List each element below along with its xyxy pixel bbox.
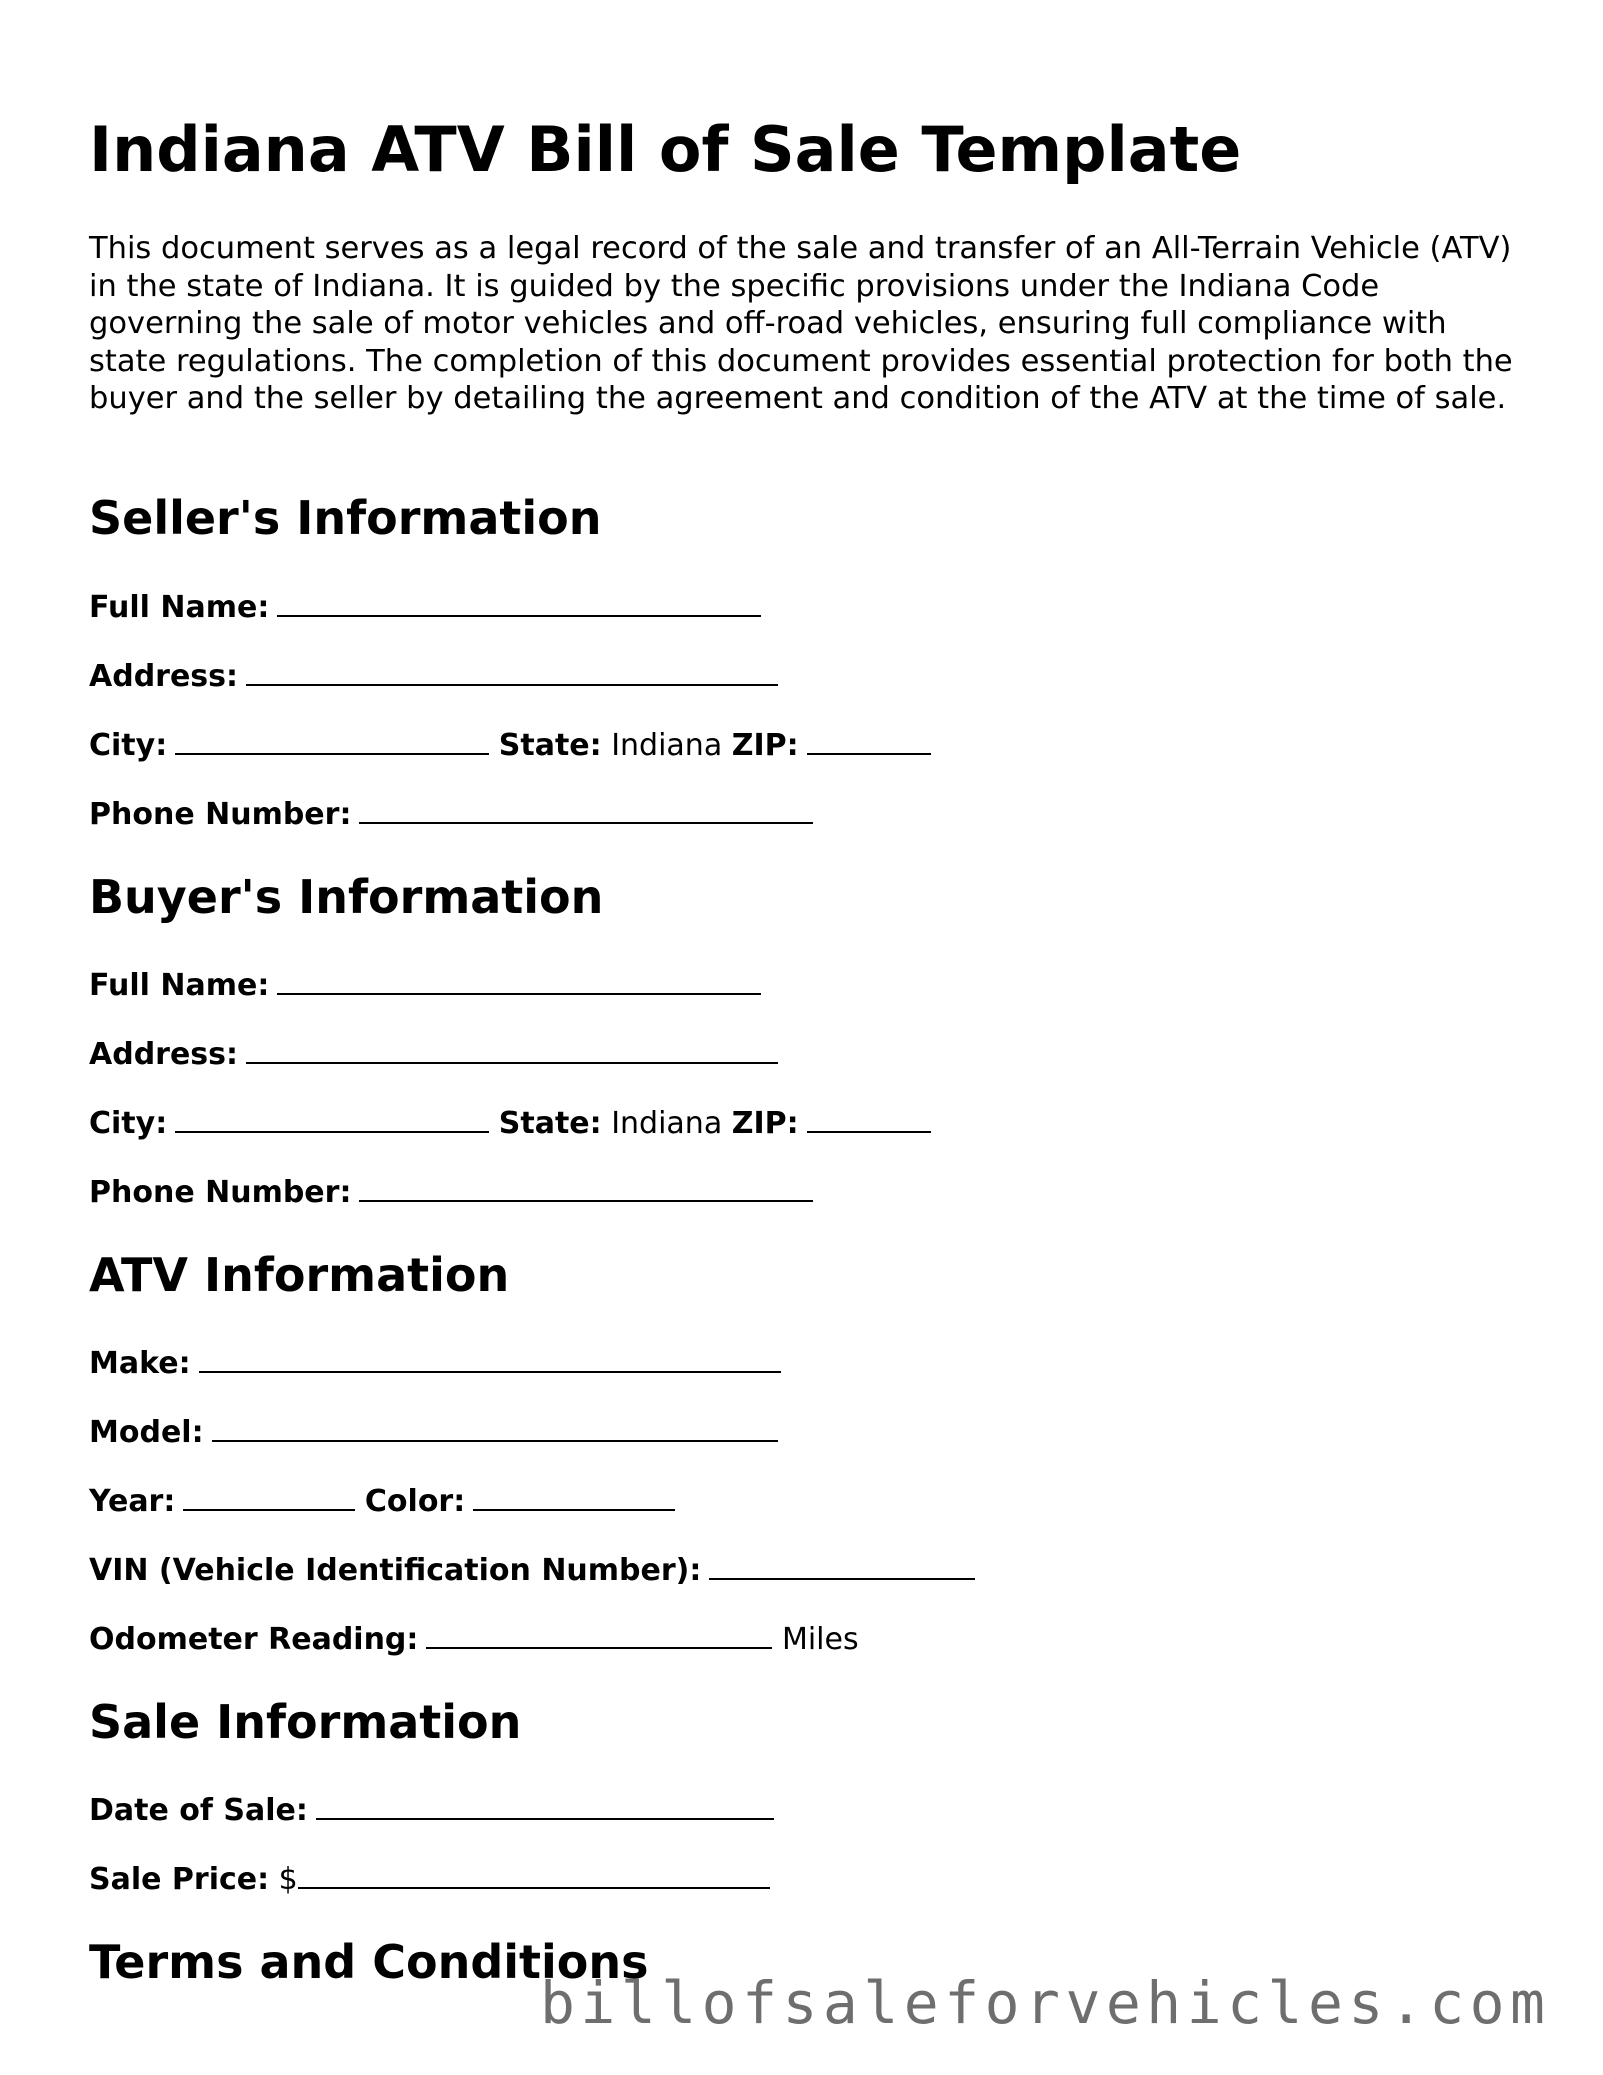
- sale-price-field[interactable]: [298, 1859, 770, 1889]
- seller-phone-row: [89, 794, 813, 835]
- atv-odometer-unit: Miles: [781, 1622, 859, 1657]
- sale-price-currency: $: [278, 1862, 298, 1897]
- seller-phone-label: Phone Number:: [89, 797, 352, 832]
- atv-make-label: Make:: [89, 1346, 191, 1381]
- seller-heading: Seller's Information: [89, 491, 602, 545]
- buyer-zip-label: ZIP:: [731, 1106, 799, 1141]
- atv-color-label: Color:: [364, 1484, 466, 1519]
- sale-price-row: [89, 1859, 770, 1900]
- atv-vin-field[interactable]: [709, 1550, 975, 1580]
- atv-model-row: [89, 1412, 778, 1453]
- atv-vin-label: VIN (Vehicle Identification Number):: [89, 1553, 702, 1588]
- buyer-phone-label: Phone Number:: [89, 1175, 352, 1210]
- seller-zip-label: ZIP:: [731, 728, 799, 763]
- sale-date-label: Date of Sale:: [89, 1793, 308, 1828]
- seller-full-name-label: Full Name:: [89, 590, 270, 625]
- atv-odometer-row: [89, 1619, 859, 1660]
- seller-city-field[interactable]: [175, 725, 489, 755]
- atv-odometer-label: Odometer Reading:: [89, 1622, 419, 1657]
- seller-address-field[interactable]: [246, 656, 778, 686]
- seller-zip-field[interactable]: [807, 725, 931, 755]
- buyer-phone-field[interactable]: [359, 1172, 813, 1202]
- buyer-zip-field[interactable]: [807, 1103, 931, 1133]
- seller-full-name-row: [89, 587, 761, 628]
- sale-date-row: [89, 1790, 774, 1831]
- seller-address-row: [89, 656, 778, 697]
- atv-model-label: Model:: [89, 1415, 204, 1450]
- buyer-phone-row: [89, 1172, 813, 1213]
- atv-odometer-field[interactable]: [426, 1619, 772, 1649]
- seller-address-label: Address:: [89, 659, 239, 694]
- seller-city-state-zip-row: [89, 725, 931, 766]
- buyer-heading: Buyer's Information: [89, 870, 604, 924]
- buyer-city-label: City:: [89, 1106, 168, 1141]
- buyer-address-row: [89, 1034, 778, 1075]
- page-title: Indiana ATV Bill of Sale Template: [89, 113, 1242, 186]
- seller-state-value: Indiana: [611, 728, 723, 763]
- atv-make-field[interactable]: [199, 1343, 781, 1373]
- sale-price-label: Sale Price:: [89, 1862, 270, 1897]
- atv-year-label: Year:: [89, 1484, 176, 1519]
- buyer-state-value: Indiana: [611, 1106, 723, 1141]
- seller-state-label: State:: [498, 728, 602, 763]
- buyer-full-name-label: Full Name:: [89, 968, 270, 1003]
- atv-heading: ATV Information: [89, 1248, 510, 1302]
- buyer-state-label: State:: [498, 1106, 602, 1141]
- atv-vin-row: [89, 1550, 975, 1591]
- terms-heading: Terms and Conditions: [89, 1935, 649, 1989]
- intro-paragraph: This document serves as a legal record of the sale and transfer of an All-Terrain Vehicle (ATV) in the state of Indiana. It is guided by the specific provisions under the Indiana Code governing the sale of motor vehicles and off-road vehicles, ensuring full compliance with state regulations. The completion of this document provides essential protection for both the buyer and the seller by detailing the agreement and condition of the ATV at the time of sale.: [89, 231, 1513, 417]
- buyer-city-state-zip-row: [89, 1103, 931, 1144]
- sale-heading: Sale Information: [89, 1695, 522, 1749]
- website-watermark: billofsaleforvehicles.com: [540, 1969, 1551, 2037]
- buyer-full-name-field[interactable]: [277, 965, 761, 995]
- atv-year-field[interactable]: [183, 1481, 355, 1511]
- seller-full-name-field[interactable]: [277, 587, 761, 617]
- buyer-city-field[interactable]: [175, 1103, 489, 1133]
- atv-make-row: [89, 1343, 781, 1384]
- buyer-address-label: Address:: [89, 1037, 239, 1072]
- buyer-address-field[interactable]: [246, 1034, 778, 1064]
- atv-model-field[interactable]: [212, 1412, 778, 1442]
- atv-year-color-row: [89, 1481, 675, 1522]
- atv-color-field[interactable]: [473, 1481, 675, 1511]
- seller-city-label: City:: [89, 728, 168, 763]
- seller-phone-field[interactable]: [359, 794, 813, 824]
- sale-date-field[interactable]: [316, 1790, 774, 1820]
- buyer-full-name-row: [89, 965, 761, 1006]
